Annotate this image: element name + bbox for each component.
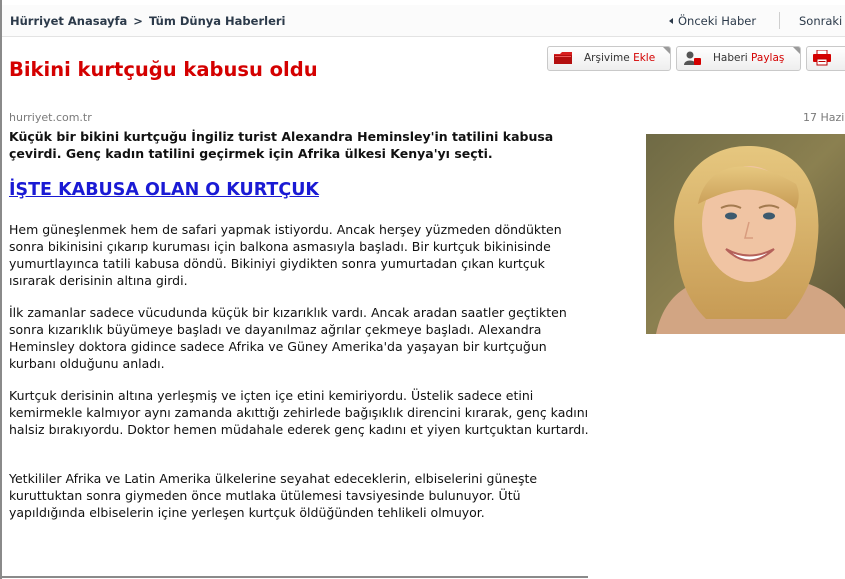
bottom-border xyxy=(0,576,588,578)
breadcrumb-section-link[interactable]: Tüm Dünya Haberleri xyxy=(148,14,286,28)
dropdown-corner-icon xyxy=(793,47,800,54)
article-paragraph: Kurtçuk derisinin altına yerleşmiş ve içten içe etini kemiriyordu. Üstelik sadece etini kemirmekle kalmıyor aynı zamanda akıttığı zehirlede bağışıklık direncini kırarak, genç kadını halsiz bırakıyordu. Doktor hemen müdahale ederek genç kadını et yiyen kurtçuktan kurtardı. xyxy=(9,388,589,437)
worm-gallery-link[interactable]: İŞTE KABUSA OLAN O KURTÇUK xyxy=(9,180,319,200)
article-paragraph: Yetkililer Afrika ve Latin Amerika ülkelerine seyahat edeceklerin, elbiselerini güneşte kuruttuktan sonra giymeden önce mutlaka ütülemesi tavsiyesinde bulunuyor. Ütü yapıldığında elbiselerin içine yerleşen kurtçuk öldüğünden tehlikeli olmuyor. xyxy=(9,471,538,520)
add-to-archive-label: Arşivime Ekle xyxy=(584,52,656,64)
article-lead: Küçük bir bikini kurtçuğu İngiliz turist Alexandra Heminsley'in tatilini kabusa çevirdi. Genç kadın tatilini geçirmek için Afrika ülkesi Kenya'yı seçti. xyxy=(9,129,554,161)
print-button[interactable] xyxy=(806,46,845,71)
previous-news-label: Önceki Haber xyxy=(678,14,757,28)
breadcrumb-separator: > xyxy=(133,14,143,28)
article-date: 17 Hazi xyxy=(803,111,845,124)
article-paragraph: Hem güneşlenmek hem de safari yapmak istiyordu. Ancak herşey yüzmeden döndükten sonra bikinisini çıkarıp kuruması için balkona asmasıyla başladı. Bir kurtçuk bikinisinde yumurtlayınca tatili kabusa döndü. Bikiniyi giydikten sonra yumurtadan çıkan kurtçuk ısırarak derisinin altına girdi. xyxy=(9,222,562,288)
dropdown-corner-icon xyxy=(663,47,670,54)
next-news-link[interactable]: Sonraki xyxy=(799,14,843,28)
share-person-icon xyxy=(682,50,702,66)
left-border xyxy=(0,0,2,579)
nav-divider xyxy=(779,12,780,29)
add-to-archive-button[interactable] xyxy=(547,46,671,71)
share-news-button[interactable] xyxy=(676,46,801,71)
breadcrumb-home-link[interactable]: Hürriyet Anasayfa xyxy=(10,14,128,28)
article-source: hurriyet.com.tr xyxy=(9,111,92,124)
triangle-left-icon xyxy=(669,18,673,24)
folder-icon xyxy=(553,50,573,66)
article-photo xyxy=(646,134,845,334)
share-news-label: Haberi Paylaş xyxy=(713,52,785,64)
article-title: Bikini kurtçuğu kabusu oldu xyxy=(9,58,318,81)
top-navigation-bar xyxy=(2,5,845,37)
article-paragraph: İlk zamanlar sadece vücudunda küçük bir kızarıklık vardı. Ancak aradan saatler geçtikten sonra kızarıklık büyümeye başladı ve dayanılmaz ağrılar çekmeye başladı. Alexandra Heminsley doktora gidince sadece Afrika ve Güney Amerika'da yaşayan bir kurtçuğun kurbanı olduğunu anladı. xyxy=(9,305,567,371)
printer-icon xyxy=(812,50,832,66)
breadcrumb xyxy=(10,14,285,28)
previous-news-link[interactable] xyxy=(669,14,756,28)
